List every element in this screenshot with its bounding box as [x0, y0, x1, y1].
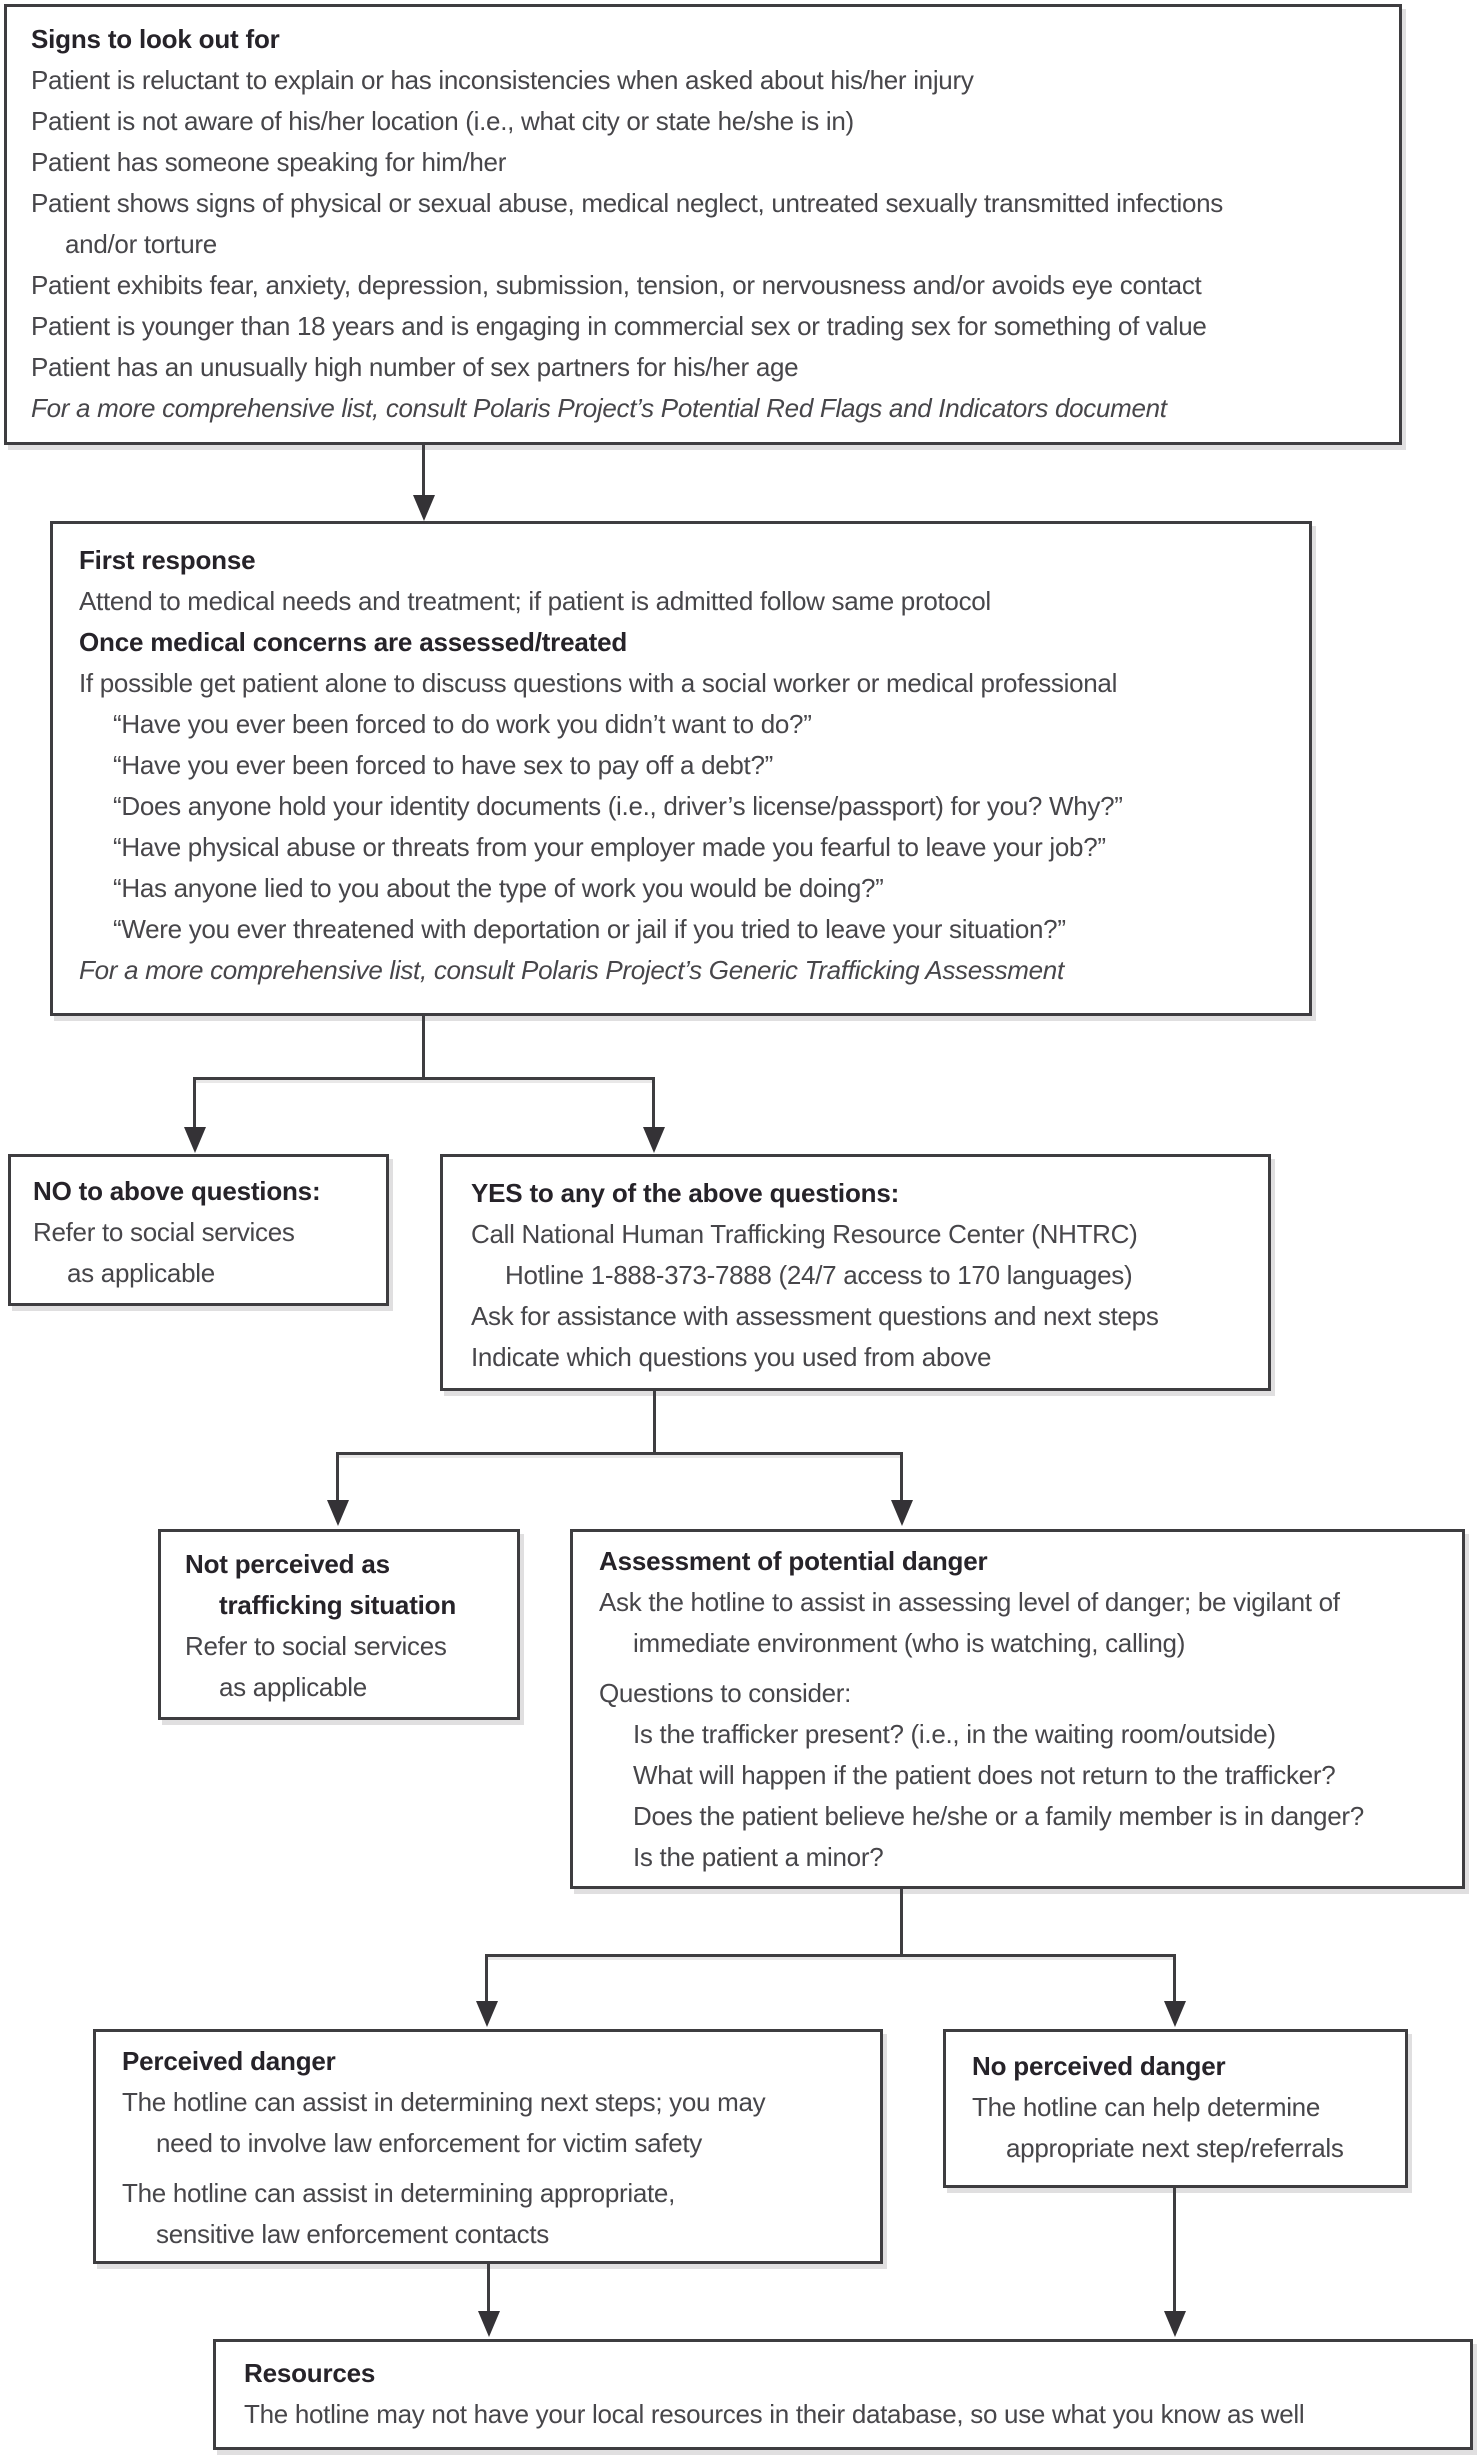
text-line: The hotline can assist in determining next steps; you may	[122, 2087, 766, 2117]
text-line: “Does anyone hold your identity documents (i.e., driver’s license/passport) for you? Why?”	[113, 791, 1123, 821]
box-no-to-above-questions	[8, 1154, 389, 1306]
arrowhead-not-perceived	[327, 1500, 349, 1526]
line-perceived-branch	[485, 1954, 488, 2004]
text-line: Hotline 1-888-373-7888 (24/7 access to 170 languages)	[505, 1260, 1133, 1290]
text-line: Assessment of potential danger	[599, 1546, 988, 1576]
text-line: Attend to medical needs and treatment; if patient is admitted follow same protocol	[79, 586, 991, 616]
line-notperceived-branch	[336, 1452, 339, 1503]
text-line: Questions to consider:	[599, 1678, 852, 1708]
text-line: The hotline can help determine	[972, 2092, 1321, 2122]
line-assessment-stem	[900, 1889, 903, 1957]
text-line: Perceived danger	[122, 2046, 336, 2076]
text-line: “Have physical abuse or threats from your employer made you fearful to leave your job?”	[113, 832, 1106, 862]
text-line: sensitive law enforcement contacts	[156, 2219, 549, 2249]
text-line: Is the trafficker present? (i.e., in the waiting room/outside)	[633, 1719, 1276, 1749]
line-assessment-branch	[900, 1452, 903, 1503]
text-line: Patient is reluctant to explain or has inconsistencies when asked about his/her injury	[31, 65, 974, 95]
arrowhead-resources-right	[1164, 2311, 1186, 2337]
arrowhead-yes-branch	[643, 1127, 665, 1153]
line-first-split	[193, 1077, 655, 1080]
text-line: and/or torture	[65, 229, 217, 259]
text-line: Refer to social services	[185, 1631, 447, 1661]
box-resources	[213, 2339, 1473, 2450]
line-noperceived-to-resources	[1173, 2188, 1176, 2313]
arrowhead-perceived	[476, 2001, 498, 2027]
text-line: No perceived danger	[972, 2051, 1226, 2081]
text-line: appropriate next step/referrals	[1006, 2133, 1344, 2163]
text-line: Ask for assistance with assessment questions and next steps	[471, 1301, 1159, 1331]
text-line: For a more comprehensive list, consult Polaris Project’s Generic Trafficking Assessment	[79, 955, 1064, 985]
box-perceived-danger	[93, 2029, 883, 2264]
text-line: “Have you ever been forced to do work you didn’t want to do?”	[113, 709, 812, 739]
text-line: as applicable	[67, 1258, 215, 1288]
box-assessment-of-danger	[570, 1529, 1465, 1889]
text-line: What will happen if the patient does not return to the trafficker?	[633, 1760, 1336, 1790]
text-line: Does the patient believe he/she or a family member is in danger?	[633, 1801, 1364, 1831]
text-line: If possible get patient alone to discuss questions with a social worker or medical professional	[79, 668, 1118, 698]
box-signs-to-look-out-for	[4, 4, 1402, 445]
text-line: immediate environment (who is watching, calling)	[633, 1628, 1186, 1658]
text-line: NO to above questions:	[33, 1176, 321, 1206]
line-danger-split	[485, 1954, 1176, 1957]
text-line: For a more comprehensive list, consult Polaris Project’s Potential Red Flags and Indicators document	[31, 393, 1167, 423]
arrowhead-no-branch	[184, 1127, 206, 1153]
line-signs-to-first	[422, 445, 425, 500]
text-line: Refer to social services	[33, 1217, 295, 1247]
text-line: YES to any of the above questions:	[471, 1178, 900, 1208]
line-yes-stem	[653, 1391, 656, 1455]
line-first-stem	[422, 1016, 425, 1080]
text-line: Indicate which questions you used from above	[471, 1342, 992, 1372]
line-noperceived-branch	[1173, 1954, 1176, 2004]
arrowhead-no-perceived	[1164, 2001, 1186, 2027]
text-line: The hotline may not have your local resources in their database, so use what you know as well	[244, 2399, 1305, 2429]
line-perceived-to-resources	[487, 2264, 490, 2313]
text-line: as applicable	[219, 1672, 367, 1702]
line-yes-split	[336, 1452, 903, 1455]
text-line: Patient shows signs of physical or sexual abuse, medical neglect, untreated sexually transmitted infections	[31, 188, 1223, 218]
text-line: Patient has someone speaking for him/her	[31, 147, 507, 177]
text-line: Ask the hotline to assist in assessing level of danger; be vigilant of	[599, 1587, 1340, 1617]
text-line: Resources	[244, 2358, 376, 2388]
text-line: Once medical concerns are assessed/treated	[79, 627, 628, 657]
text-line: Signs to look out for	[31, 24, 280, 54]
text-line: need to involve law enforcement for victim safety	[156, 2128, 703, 2158]
text-line: Patient exhibits fear, anxiety, depression, submission, tension, or nervousness and/or avoids eye contact	[31, 270, 1202, 300]
arrowhead-resources-left	[478, 2311, 500, 2337]
box-yes-to-any-questions	[440, 1154, 1271, 1391]
box-first-response	[50, 521, 1312, 1016]
text-line: trafficking situation	[219, 1590, 457, 1620]
box-not-perceived-as-trafficking	[158, 1529, 520, 1720]
box-no-perceived-danger	[943, 2029, 1408, 2188]
line-no-branch	[193, 1077, 196, 1129]
line-yes-branch	[652, 1077, 655, 1129]
arrowhead-assessment	[891, 1500, 913, 1526]
arrowhead-first-response	[413, 495, 435, 521]
text-line: “Have you ever been forced to have sex to pay off a debt?”	[113, 750, 773, 780]
text-line: Patient is not aware of his/her location (i.e., what city or state he/she is in)	[31, 106, 854, 136]
text-line: Not perceived as	[185, 1549, 390, 1579]
text-line: Patient has an unusually high number of sex partners for his/her age	[31, 352, 799, 382]
text-line: “Has anyone lied to you about the type of work you would be doing?”	[113, 873, 884, 903]
text-line: Is the patient a minor?	[633, 1842, 884, 1872]
text-line: Patient is younger than 18 years and is engaging in commercial sex or trading sex for something of value	[31, 311, 1207, 341]
text-line: Call National Human Trafficking Resource Center (NHTRC)	[471, 1219, 1138, 1249]
text-line: The hotline can assist in determining appropriate,	[122, 2178, 675, 2208]
text-line: First response	[79, 545, 256, 575]
text-line: “Were you ever threatened with deportation or jail if you tried to leave your situation?”	[113, 914, 1066, 944]
